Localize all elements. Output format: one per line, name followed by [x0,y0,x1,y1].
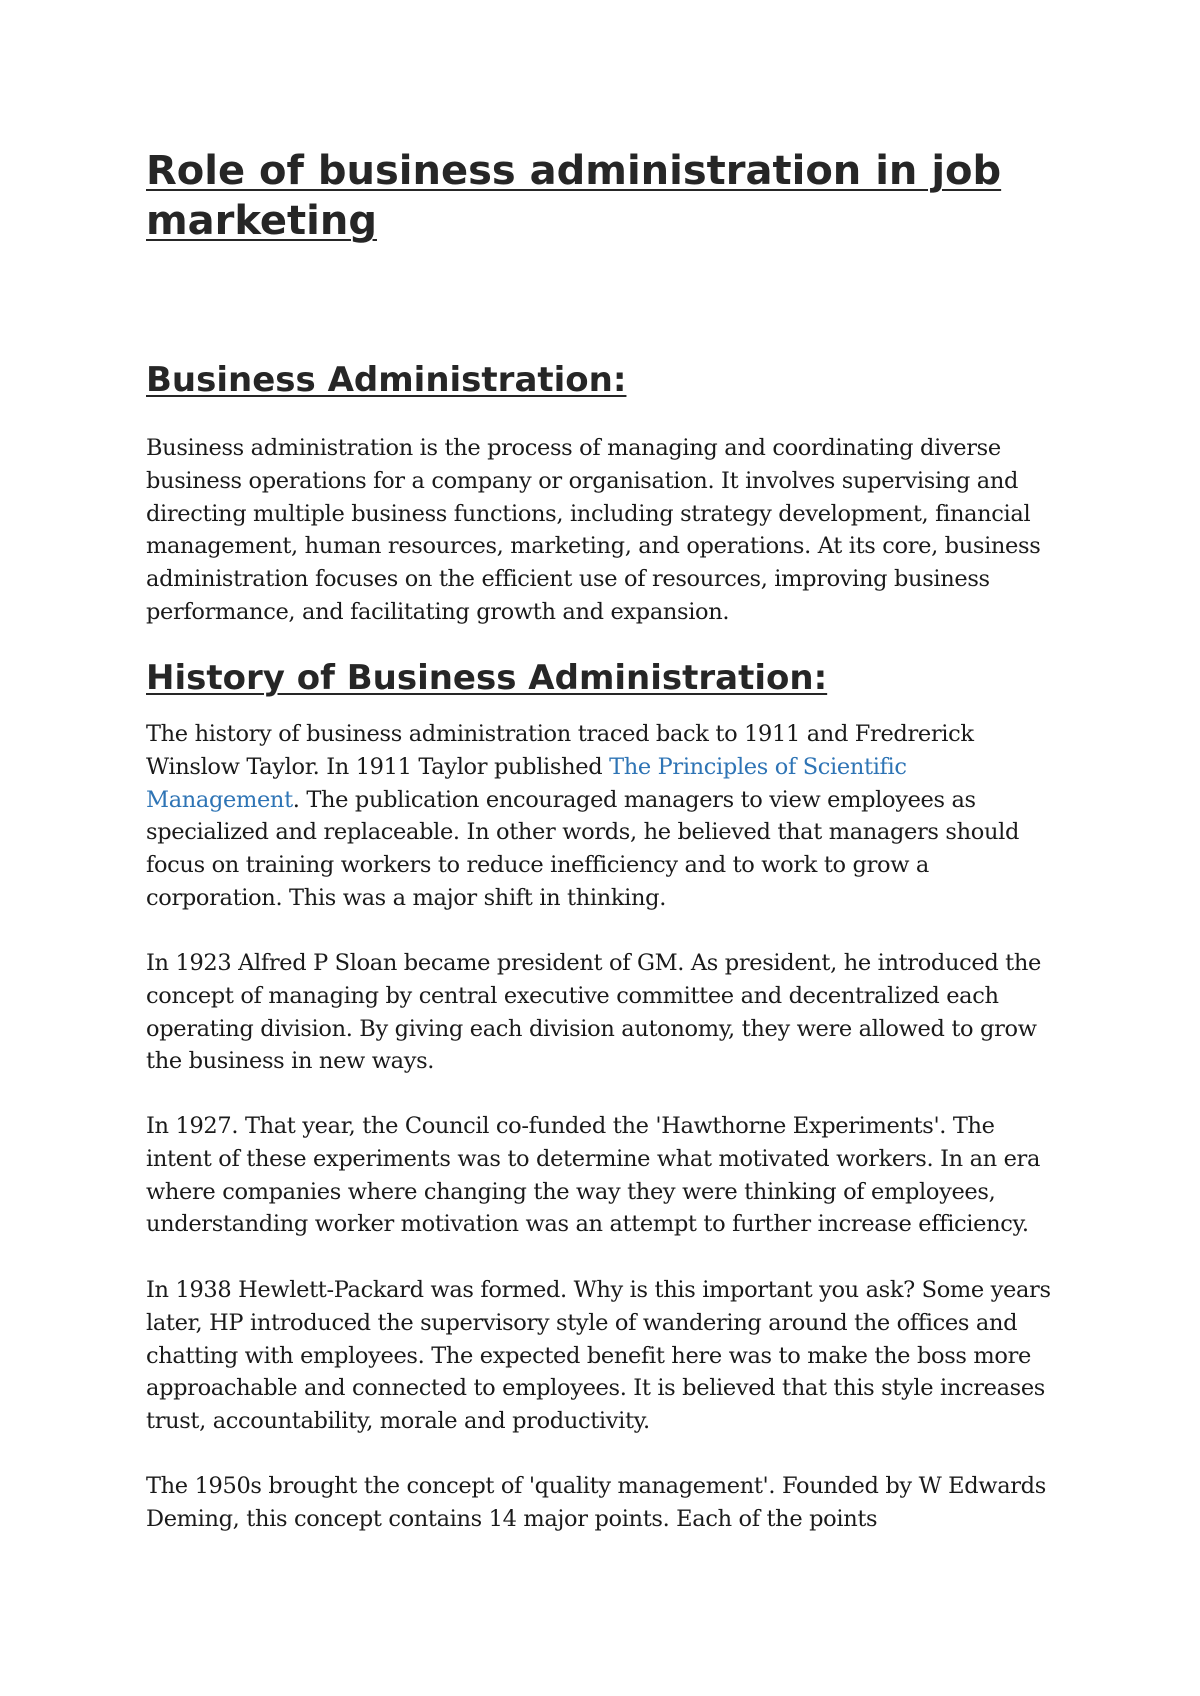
principles-of-scientific-management-link[interactable]: The Principles of Scientific Management [146,753,907,813]
paragraph-history-taylor [146,718,1066,915]
section-heading-business-administration: Business Administration: [146,360,627,400]
paragraph-definition: Business administration is the process of managing and coordinating diverse business operations for a company or organisation. It involves supervising and directing multiple business functions, including strategy development, financial management, human resources, marketing, and operations. At its core, business administration focuses on the efficient use of resources, improving business performance, and facilitating growth and expansion. [146,435,1041,625]
paragraph-text: . The publication encouraged managers to view employees as specialized and replaceable. In other words, he believed that managers should focus on training workers to reduce inefficiency and to work to grow a corporation. This was a major shift in thinking. [146,786,1019,911]
section-heading-history: History of Business Administration: [146,658,828,698]
document-title: Role of business administration in job marketing [146,148,1002,244]
paragraph-text: The history of business administration traced back to 1911 and Fredrerick Winslow Taylor. In 1911 Taylor published [146,721,974,780]
paragraph-history-sloan: In 1923 Alfred P Sloan became president of GM. As president, he introduced the concept of managing by central executive committee and decentralized each operating division. By giving each division autonomy, they were allowed to grow the business in new ways. [146,950,1041,1075]
paragraph-history-hewlett-packard: In 1938 Hewlett-Packard was formed. Why is this important you ask? Some years later, HP introduced the supervisory style of wandering around the offices and chatting with employees. The expected benefit here was to make the boss more approachable and connected to employees. It is believed that this style increases trust, accountability, morale and productivity. [146,1277,1051,1435]
paragraph-history-quality-management: The 1950s brought the concept of 'quality management'. Founded by W Edwards Deming, this concept contains 14 major points. Each of the points [146,1473,1046,1532]
paragraph-history-hawthorne: In 1927. That year, the Council co-funded the 'Hawthorne Experiments'. The intent of these experiments was to determine what motivated workers. In an era where companies where changing the way they were thinking of employees, understanding worker motivation was an attempt to further increase efficiency. [146,1113,1041,1238]
